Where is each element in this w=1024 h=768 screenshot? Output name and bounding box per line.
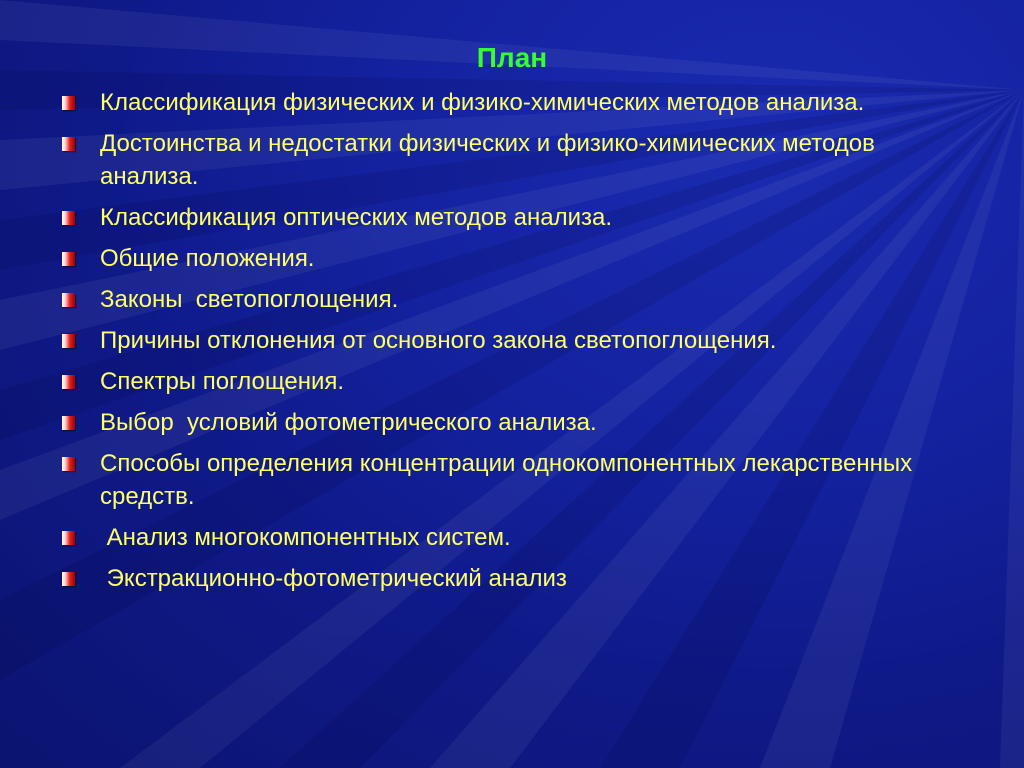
bullet-icon (62, 531, 75, 545)
bullet-icon (62, 334, 75, 348)
bullet-icon (62, 211, 75, 225)
bullet-icon (62, 293, 75, 307)
list-item (60, 283, 960, 316)
list-item (60, 562, 960, 595)
list-item (60, 521, 960, 554)
list-item-text: Анализ многокомпонентных систем. (100, 524, 511, 551)
list-item-text: Выбор условий фотометрического анализа. (100, 409, 597, 436)
list-item-text: Общие положения. (100, 245, 315, 272)
list-item-text: Законы светопоглощения. (100, 286, 399, 313)
bullet-icon (62, 96, 75, 110)
bullet-icon (62, 572, 75, 586)
list-item (60, 201, 960, 234)
plan-list (60, 86, 960, 603)
list-item-text: Способы определения концентрации однокомпонентных лекарственных средств. (100, 450, 913, 510)
list-item-text: Причины отклонения от основного закона светопоглощения. (100, 327, 777, 354)
list-item-text: Экстракционно-фотометрический анализ (100, 565, 567, 592)
slide-title: План (476, 42, 548, 73)
list-item-text: Классификация оптических методов анализа. (100, 204, 612, 231)
list-item (60, 365, 960, 398)
bullet-icon (62, 137, 75, 151)
bullet-icon (62, 375, 75, 389)
bullet-icon (62, 457, 75, 471)
list-item (60, 86, 960, 119)
list-item (60, 127, 960, 193)
list-item (60, 447, 960, 513)
list-item (60, 324, 960, 357)
list-item-text: Достоинства и недостатки физических и физико-химических методов анализа. (100, 130, 875, 190)
list-item (60, 406, 960, 439)
bullet-icon (62, 416, 75, 430)
list-item-text: Спектры поглощения. (100, 368, 345, 395)
list-item-text: Классификация физических и физико-химических методов анализа. (100, 89, 865, 116)
list-item (60, 242, 960, 275)
bullet-icon (62, 252, 75, 266)
